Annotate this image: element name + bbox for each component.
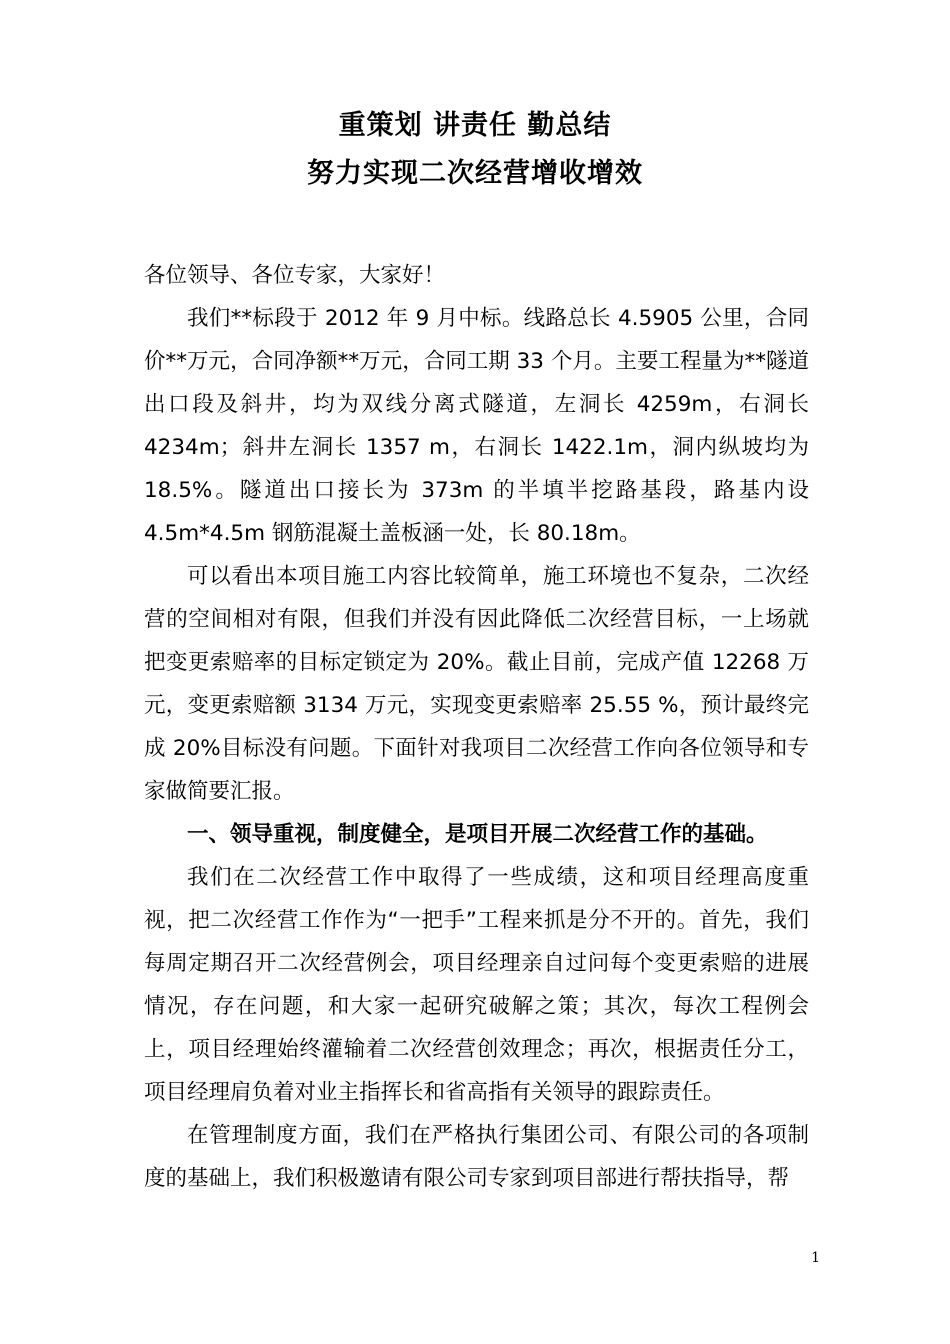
project-overview-paragraph: 我们**标段于 2012 年 9 月中标。线路总长 4.5905 公里，合同价**万元，合同净额**万元，合同工期 33 个月。主要工程量为**隧道出口段及斜井，均为双线分离式隧道，左洞长 4259m，右洞长 4234m；斜井左洞长 1357 m，右洞长 1422.1m，洞内纵坡均为 18.5%。隧道出口接长为 373m 的半填半挖路基段，路基内设 4.5m*4.5m 钢筋混凝土盖板涵一处，长 80.18m。	[144, 306, 809, 546]
page-number: 1	[811, 1250, 820, 1266]
secondary-operation-goal-paragraph: 可以看出本项目施工内容比较简单，施工环境也不复杂，二次经营的空间相对有限，但我们并没有因此降低二次经营目标，一上场就把变更索赔率的目标定锁定为 20%。截止目前，完成产值 12268 万元，变更索赔额 3134 万元，实现变更索赔率 25.55 %，预计最终完成 20%目标没有问题。下面针对我项目二次经营工作向各位领导和专家做简要汇报。	[144, 564, 809, 804]
section-heading: 一、领导重视，制度健全，是项目开展二次经营工作的基础。	[187, 822, 768, 847]
document-title-line-2: 努力实现二次经营增收增效	[307, 158, 643, 189]
greeting-paragraph: 各位领导、各位专家，大家好！	[144, 263, 446, 288]
leadership-paragraph: 我们在二次经营工作中取得了一些成绩，这和项目经理高度重视，把二次经营工作作为“一把手”工程来抓是分不开的。首先，我们每周定期召开二次经营例会，项目经理亲自过问每个变更索赔的进展情况，存在问题，和大家一起研究破解之策；其次，每次工程例会上，项目经理始终灌输着二次经营创效理念；再次，根据责任分工，项目经理肩负着对业主指挥长和省高指有关领导的跟踪责任。	[144, 865, 809, 1105]
management-system-paragraph: 在管理制度方面，我们在严格执行集团公司、有限公司的各项制度的基础上，我们积极邀请有限公司专家到项目部进行帮扶指导，帮	[144, 1123, 809, 1191]
document-body	[144, 254, 809, 1200]
document-title-line-1: 重策划 讲责任 勤总结	[338, 110, 612, 141]
